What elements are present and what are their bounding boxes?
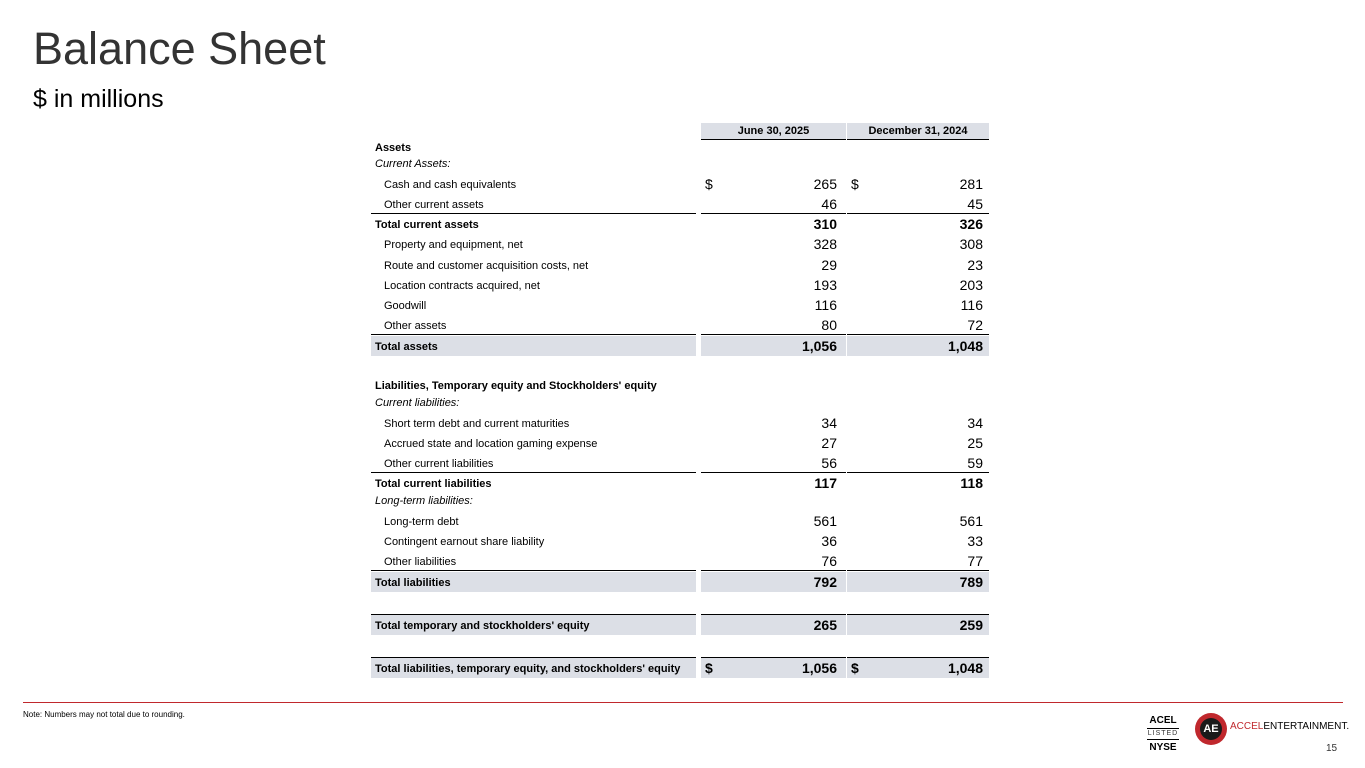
brand-accent: ACCEL <box>1230 721 1264 732</box>
row-label: Total liabilities, temporary equity, and stockholders' equity <box>375 663 681 675</box>
value-june-2025: 36 <box>821 533 837 549</box>
page-title: Balance Sheet <box>33 23 326 74</box>
divider <box>371 657 696 658</box>
row-label: Total current assets <box>375 219 479 231</box>
value-dec-2024: 308 <box>959 236 983 252</box>
value-dec-2024: 1,048 <box>947 660 983 676</box>
value-dec-2024: 33 <box>967 533 983 549</box>
divider <box>701 334 846 335</box>
value-june-2025: 792 <box>813 574 837 590</box>
divider <box>847 570 989 571</box>
row-label: Assets <box>375 142 412 154</box>
table-row-other-assets <box>371 315 989 335</box>
table-row-total-equity <box>371 614 989 635</box>
value-june-2025: 265 <box>813 617 837 633</box>
divider <box>847 614 989 615</box>
footnote: Note: Numbers may not total due to rounding. <box>23 710 185 719</box>
value-dec-2024: 203 <box>959 277 983 293</box>
section-header-assets <box>371 140 989 157</box>
accel-logo-icon <box>1195 713 1227 745</box>
section-header-liabilities <box>371 377 989 395</box>
column-header-dec-2024: December 31, 2024 <box>847 123 989 140</box>
value-dec-2024: 116 <box>960 297 983 313</box>
divider <box>701 614 846 615</box>
value-june-2025: 80 <box>821 317 837 333</box>
divider <box>371 334 696 335</box>
table-row-other-current-liabilities <box>371 453 989 473</box>
value-june-2025: 1,056 <box>801 338 837 354</box>
table-row-long-term-debt <box>371 510 989 531</box>
row-label: Total temporary and stockholders' equity <box>375 620 590 632</box>
value-june-2025: 76 <box>821 553 837 569</box>
value-dec-2024: 72 <box>967 317 983 333</box>
value-june-2025: 193 <box>813 277 837 293</box>
divider <box>701 657 846 658</box>
value-june-2025: 561 <box>813 513 837 529</box>
row-label: Total assets <box>375 341 438 353</box>
currency-symbol: $ <box>705 660 713 676</box>
page-subtitle: $ in millions <box>33 85 164 113</box>
row-label: Other liabilities <box>384 556 457 568</box>
row-label: Short term debt and current maturities <box>384 418 570 430</box>
table-row-cash <box>371 173 989 194</box>
balance-sheet-table <box>371 0 989 700</box>
value-dec-2024: 281 <box>959 176 983 192</box>
value-june-2025: 27 <box>821 435 837 451</box>
row-label: Route and customer acquisition costs, net <box>384 260 589 272</box>
row-label: Other assets <box>384 320 447 332</box>
value-june-2025: 116 <box>814 297 837 313</box>
row-label: Total current liabilities <box>375 478 492 490</box>
row-label: Accrued state and location gaming expense <box>384 438 598 450</box>
table-row-accrued-gaming <box>371 433 989 453</box>
value-june-2025: 310 <box>813 216 837 232</box>
table-row-total-current-liabilities <box>371 473 989 493</box>
table-row-ppe <box>371 234 989 254</box>
value-dec-2024: 23 <box>967 257 983 273</box>
row-label: Goodwill <box>384 300 427 312</box>
table-row-total-current-assets <box>371 214 989 234</box>
value-june-2025: 328 <box>813 236 837 252</box>
value-dec-2024: 789 <box>959 574 983 590</box>
listed-label: LISTED <box>1147 728 1179 740</box>
value-dec-2024: 77 <box>967 553 983 569</box>
table-row-other-current-assets <box>371 194 989 214</box>
value-dec-2024: 1,048 <box>947 338 983 354</box>
value-dec-2024: 259 <box>959 617 983 633</box>
value-june-2025: 34 <box>821 415 837 431</box>
ticker-symbol: ACEL <box>1149 715 1177 726</box>
currency-symbol: $ <box>851 660 859 676</box>
column-header-june-2025: June 30, 2025 <box>701 123 846 140</box>
value-june-2025: 46 <box>821 196 837 212</box>
table-row-total-liabilities <box>371 572 989 592</box>
subsection-long-term-liabilities <box>371 493 989 510</box>
value-june-2025: 1,056 <box>801 660 837 676</box>
table-row-earnout-liability <box>371 531 989 551</box>
table-row-goodwill <box>371 295 989 315</box>
table-row-total-assets <box>371 336 989 356</box>
value-dec-2024: 25 <box>967 435 983 451</box>
value-june-2025: 265 <box>813 176 837 192</box>
table-row-route-costs <box>371 254 989 275</box>
row-label: Current liabilities: <box>375 397 460 409</box>
subsection-current-assets <box>371 157 989 173</box>
brand-rest: ENTERTAINMENT. <box>1263 721 1350 732</box>
logo-mark: AE <box>1200 718 1222 740</box>
nyse-listing-badge <box>1147 715 1179 753</box>
divider <box>371 614 696 615</box>
divider <box>847 657 989 658</box>
divider <box>847 334 989 335</box>
row-label: Current Assets: <box>375 158 451 170</box>
table-row-short-term-debt <box>371 412 989 433</box>
value-june-2025: 29 <box>821 257 837 273</box>
row-label: Other current liabilities <box>384 458 494 470</box>
value-dec-2024: 326 <box>959 216 983 232</box>
value-dec-2024: 45 <box>967 196 983 212</box>
divider <box>371 570 696 571</box>
value-june-2025: 56 <box>821 455 837 471</box>
row-label: Location contracts acquired, net <box>384 280 540 292</box>
row-label: Long-term liabilities: <box>375 495 473 507</box>
exchange-name: NYSE <box>1149 742 1177 753</box>
row-label: Cash and cash equivalents <box>384 179 517 191</box>
brand-name <box>1230 721 1349 732</box>
table-row-location-contracts <box>371 275 989 295</box>
value-dec-2024: 118 <box>960 475 983 491</box>
subsection-current-liabilities <box>371 395 989 412</box>
row-label: Total liabilities <box>375 577 451 589</box>
currency-symbol: $ <box>705 176 713 192</box>
table-row-grand-total <box>371 657 989 678</box>
value-june-2025: 117 <box>814 475 837 491</box>
row-label: Property and equipment, net <box>384 239 523 251</box>
page-number: 15 <box>1326 743 1338 754</box>
value-dec-2024: 34 <box>967 415 983 431</box>
footer-divider <box>23 702 1343 703</box>
currency-symbol: $ <box>851 176 859 192</box>
row-label: Contingent earnout share liability <box>384 536 545 548</box>
row-label: Long-term debt <box>384 516 459 528</box>
value-dec-2024: 561 <box>959 513 983 529</box>
row-label: Other current assets <box>384 199 484 211</box>
row-label: Liabilities, Temporary equity and Stockholders' equity <box>375 380 657 392</box>
divider <box>701 570 846 571</box>
table-row-other-liabilities <box>371 551 989 571</box>
value-dec-2024: 59 <box>967 455 983 471</box>
